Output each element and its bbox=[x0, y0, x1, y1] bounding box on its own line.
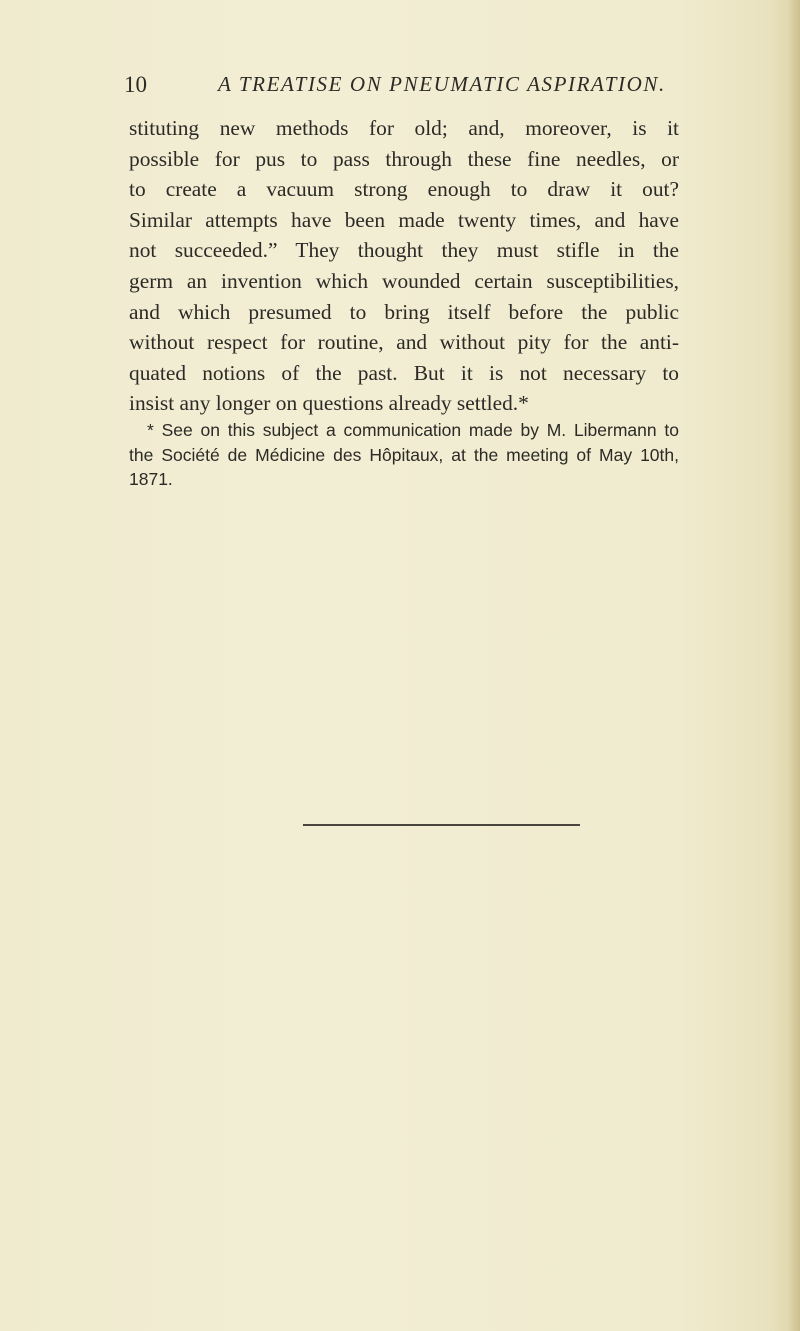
body-line: to create a vacuum strong enough to draw it out? bbox=[129, 177, 679, 202]
body-line: without respect for routine, and without pity for the anti- bbox=[129, 330, 679, 355]
footnote-line: the Société de Médicine des Hôpitaux, at the meeting of May 10th, bbox=[129, 444, 679, 465]
running-title: A TREATISE ON PNEUMATIC ASPIRATION. bbox=[218, 72, 666, 96]
body-line: not succeeded.” They thought they must stifle in the bbox=[129, 238, 679, 263]
body-line: and which presumed to bring itself before the public bbox=[129, 299, 679, 324]
page-edge-shadow bbox=[788, 0, 800, 1331]
body-line: stituting new methods for old; and, moreover, is it bbox=[129, 116, 679, 140]
body-line: germ an invention which wounded certain susceptibilities, bbox=[129, 268, 679, 293]
main-paragraph bbox=[129, 113, 679, 419]
footnote-line: 1871. bbox=[129, 469, 173, 489]
footnote bbox=[129, 418, 679, 492]
section-rule bbox=[303, 824, 580, 826]
body-line: possible for pus to pass through these fine needles, or bbox=[129, 146, 679, 171]
page-number: 10 bbox=[124, 72, 147, 97]
running-head bbox=[124, 72, 684, 102]
body-line: insist any longer on questions already settled.* bbox=[129, 391, 529, 416]
body-line: Similar attempts have been made twenty times, and have bbox=[129, 207, 679, 232]
footnote-line: * See on this subject a communication made by M. Libermann to bbox=[147, 420, 679, 440]
body-line: quated notions of the past. But it is not necessary to bbox=[129, 360, 679, 385]
